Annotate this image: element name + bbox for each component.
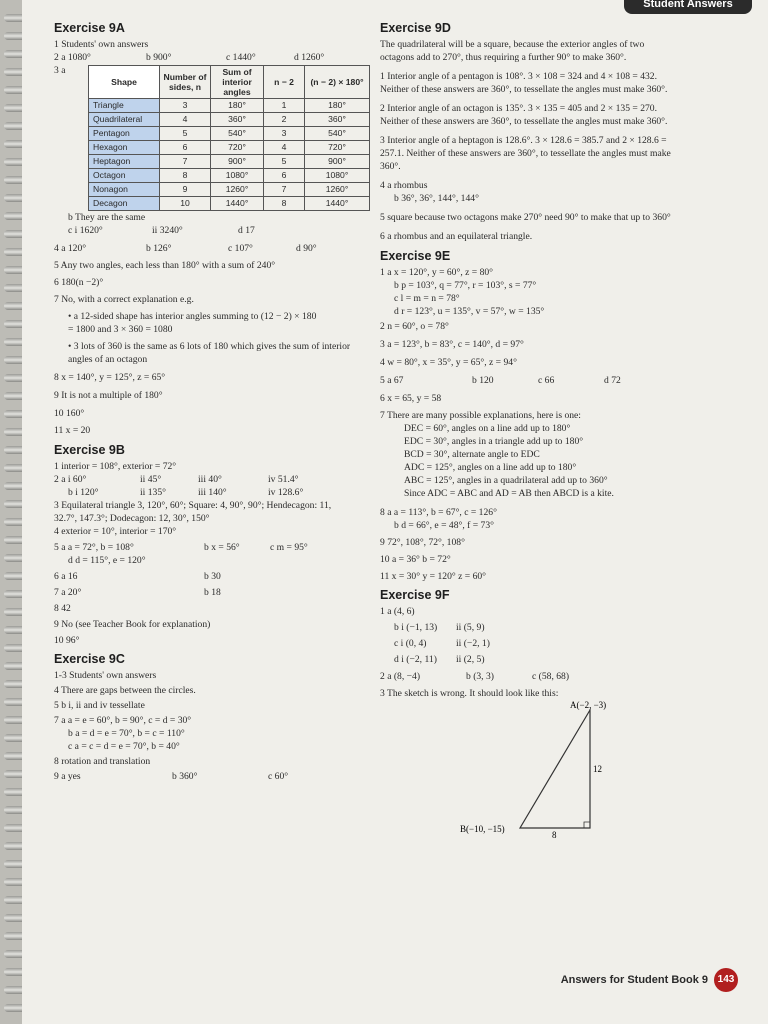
answer-part: 7 a 20° (54, 587, 82, 598)
column-header: n − 2 (264, 66, 305, 99)
answer-line: 3 The sketch is wrong. It should look like this: (380, 688, 559, 699)
table-row (89, 183, 370, 197)
answer-part: iii 140° (198, 487, 227, 498)
answer-line: 9 No (see Teacher Book for explanation) (54, 619, 211, 630)
answer-line: 5 b i, ii and iv tessellate (54, 700, 145, 711)
answer-part: c 107° (228, 243, 253, 254)
table-cell: Decagon (89, 197, 160, 211)
table-cell: 720° (305, 141, 370, 155)
answer-line: 3 Equilateral triangle 3, 120°, 60°; Square: 4, 90°, 90°; Hendecagon: 11, 32.7°, 147.3°; Dodecagon: 12, 30°, 150° (54, 500, 332, 524)
table-cell: 8 (264, 197, 305, 211)
answer-line: 9 72°, 108°, 72°, 108° (380, 537, 465, 548)
answer-part: d 72 (604, 375, 621, 386)
answer-line: • 3 lots of 360 is the same as 6 lots of 180 which gives the sum of interior angles of an octagon (68, 341, 351, 365)
answer-line: 1 interior = 108°, exterior = 72° (54, 461, 177, 472)
answer-line: d r = 123°, u = 135°, v = 57°, w = 135° (394, 306, 545, 317)
table-cell: 1080° (211, 169, 264, 183)
table-cell: 1440° (211, 197, 264, 211)
table-row (89, 127, 370, 141)
triangle-svg (460, 700, 660, 840)
answer-line: 1-3 Students' own answers (54, 670, 157, 681)
column-header: Number of sides, n (160, 66, 211, 99)
table-cell: Triangle (89, 99, 160, 113)
answer-part: b i 120° (68, 487, 99, 498)
answer-line: 4 There are gaps between the circles. (54, 685, 196, 696)
answer-line: The quadrilateral will be a square, because the exterior angles of two octagons add to 270°, thus requiring a further 90° to make 360°. (380, 39, 645, 63)
answer-line (380, 374, 720, 387)
triangle-sketch (460, 700, 660, 840)
table-cell: Pentagon (89, 127, 160, 141)
answer-part: b 30 (204, 571, 221, 582)
table-cell: 1260° (305, 183, 370, 197)
explanation-line: ADC = 125°, angles on a line add up to 180° (404, 462, 577, 473)
table-cell: Nonagon (89, 183, 160, 197)
right-column (380, 22, 720, 840)
answer-line: 8 a a = 113°, b = 67°, c = 126° (380, 507, 497, 518)
answer-line: 10 160° (54, 408, 85, 419)
point-b-label: B(−10, −15) (460, 824, 505, 834)
answer-line (54, 770, 384, 783)
answer-part: b 900° (146, 52, 172, 63)
base-length-label: 8 (552, 830, 557, 840)
column-header: Sum of interior angles (211, 66, 264, 99)
table-row (89, 155, 370, 169)
answer-part: 5 a a = 72°, b = 108° (54, 542, 134, 553)
table-cell: 10 (160, 197, 211, 211)
answer-part: d 90° (296, 243, 317, 254)
answer-line: 2 n = 60°, o = 78° (380, 321, 449, 332)
answer-line: 10 96° (54, 635, 80, 646)
answer-part: 4 a 120° (54, 243, 87, 254)
exercise-9a-title: Exercise 9A (54, 21, 125, 35)
answer-part: ii (−2, 1) (456, 638, 490, 649)
answer-line: 6 a rhombus and an equilateral triangle. (380, 231, 533, 242)
answer-part: b (3, 3) (466, 671, 494, 682)
explanation-line: Since ADC = ABC and AD = AB then ABCD is a kite. (404, 488, 614, 499)
table-cell: 5 (264, 155, 305, 169)
answer-part: d i (−2, 11) (394, 654, 437, 665)
table-cell: 180° (211, 99, 264, 113)
answer-line (54, 570, 384, 583)
answer-line: 1 a x = 120°, y = 60°, z = 80° (380, 267, 494, 278)
answer-part: 5 a 67 (380, 375, 404, 386)
table-cell: 1440° (305, 197, 370, 211)
table-cell: 720° (211, 141, 264, 155)
table-cell: 3 (160, 99, 211, 113)
answer-line: 6 180(n −2)° (54, 277, 104, 288)
answer-line: b They are the same (68, 212, 146, 223)
answer-line: 1 Interior angle of a pentagon is 108°. 3 × 108 = 324 and 4 × 108 = 432. Neither of these answers are 360°, to tessellate the angles must make 360°. (380, 71, 668, 95)
answer-line: 3 Interior angle of a heptagon is 128.6°. 3 × 128.6 = 385.7 and 2 × 128.6 = 257.1. Neither of these answers are 360°, to tessellate the angles must make 360°. (380, 135, 671, 172)
table-row (89, 197, 370, 211)
right-angle-mark (584, 822, 590, 828)
table-cell: 9 (160, 183, 211, 197)
answer-line: c a = c = d = e = 70°, b = 40° (68, 741, 180, 752)
answer-line (54, 224, 384, 237)
explanation-line: DEC = 60°, angles on a line add up to 180° (404, 423, 571, 434)
page-number: 143 (714, 968, 738, 992)
answer-part: c i 1620° (68, 225, 103, 236)
right-triangle (520, 710, 590, 828)
answer-part: iii 40° (198, 474, 222, 485)
answer-part: ii 135° (140, 487, 166, 498)
answer-part: ii (2, 5) (456, 654, 485, 665)
table-cell: 540° (305, 127, 370, 141)
table-cell: 6 (160, 141, 211, 155)
answer-line: 8 x = 140°, y = 125°, z = 65° (54, 372, 166, 383)
answer-line (380, 653, 720, 666)
answer-line (54, 242, 384, 255)
answer-part: c 60° (268, 771, 289, 782)
answer-line (54, 473, 384, 486)
answer-part: b 18 (204, 587, 221, 598)
table-cell: 7 (264, 183, 305, 197)
answer-part: 9 a yes (54, 771, 81, 782)
answer-part: c 1440° (226, 52, 256, 63)
answer-line (54, 586, 384, 599)
table-cell: 540° (211, 127, 264, 141)
exercise-9b-title: Exercise 9B (54, 443, 125, 457)
table-row (89, 141, 370, 155)
answer-part: c 66 (538, 375, 555, 386)
table-cell: 1 (264, 99, 305, 113)
answer-line: b a = d = e = 70°, b = c = 110° (68, 728, 185, 739)
answer-line: 2 Interior angle of an octagon is 135°. 3 × 135 = 405 and 2 × 135 = 270. Neither of these answers are 360°, to tessellate the angles must make 360°. (380, 103, 668, 127)
answer-line (380, 621, 720, 634)
table-cell: Heptagon (89, 155, 160, 169)
answer-part: 2 a 1080° (54, 52, 91, 63)
answer-line (54, 541, 384, 554)
answer-line (54, 486, 384, 499)
answer-line: 1 Students' own answers (54, 39, 149, 50)
explanation-line: BCD = 30°, alternate angle to EDC (404, 449, 540, 460)
answer-line: b p = 103°, q = 77°, r = 103°, s = 77° (394, 280, 537, 291)
answer-line: 11 x = 20 (54, 425, 91, 436)
exercise-9d-title: Exercise 9D (380, 21, 451, 35)
table-header-row (89, 66, 370, 99)
answer-line: 8 rotation and translation (54, 756, 151, 767)
answer-line: 7 No, with a correct explanation e.g. (54, 294, 194, 305)
answer-line: 4 w = 80°, x = 35°, y = 65°, z = 94° (380, 357, 517, 368)
table-row (89, 169, 370, 183)
answer-line: 8 42 (54, 603, 71, 614)
footer-text: Answers for Student Book 9 (560, 974, 708, 986)
answer-part: b 126° (146, 243, 172, 254)
table-cell: 180° (305, 99, 370, 113)
answer-part: ii 45° (140, 474, 162, 485)
polygon-angle-table (88, 65, 370, 211)
table-cell: 900° (305, 155, 370, 169)
answer-line: 3 a (54, 65, 66, 76)
answer-line: 5 Any two angles, each less than 180° with a sum of 240° (54, 260, 276, 271)
table-cell: Hexagon (89, 141, 160, 155)
table-cell: 6 (264, 169, 305, 183)
explanation-line: EDC = 30°, angles in a triangle add up to 180° (404, 436, 584, 447)
answer-part: iv 128.6° (268, 487, 304, 498)
table-cell: Octagon (89, 169, 160, 183)
table-cell: 3 (264, 127, 305, 141)
answer-line: 4 a rhombus (380, 180, 428, 191)
answer-line: c l = m = n = 78° (394, 293, 460, 304)
answer-line (54, 51, 384, 64)
table-cell: 360° (211, 113, 264, 127)
exercise-9f-title: Exercise 9F (380, 588, 450, 602)
table-cell: 2 (264, 113, 305, 127)
answer-line: 5 square because two octagons make 270° need 90° to make that up to 360° (380, 212, 671, 223)
answer-line: 7 There are many possible explanations, here is one: (380, 410, 581, 421)
answer-part: c i (0, 4) (394, 638, 427, 649)
table-cell: 4 (160, 113, 211, 127)
answer-line: 11 x = 30° y = 120° z = 60° (380, 571, 486, 582)
exercise-9c-title: Exercise 9C (54, 652, 125, 666)
answer-part: d 17 (238, 225, 255, 236)
answer-part: d 1260° (294, 52, 325, 63)
answer-line: • a 12-sided shape has interior angles summing to (12 − 2) × 180 = 1800 and 3 × 360 = 1080 (68, 311, 317, 335)
side-length-label: 12 (593, 764, 602, 774)
answer-line: b d = 66°, e = 48°, f = 73° (394, 520, 494, 531)
column-header: (n − 2) × 180° (305, 66, 370, 99)
answer-part: 2 a (8, −4) (380, 671, 421, 682)
table-cell: Quadrilateral (89, 113, 160, 127)
answer-line (380, 637, 720, 650)
answer-line (380, 670, 720, 683)
answer-line: 7 a a = e = 60°, b = 90°, c = d = 30° (54, 715, 192, 726)
table-cell: 7 (160, 155, 211, 169)
table-row (89, 113, 370, 127)
table-cell: 8 (160, 169, 211, 183)
header-tab: Student Answers (624, 0, 752, 14)
answer-line: 10 a = 36° b = 72° (380, 554, 451, 565)
answer-part: ii 3240° (152, 225, 183, 236)
answer-line: 9 It is not a multiple of 180° (54, 390, 163, 401)
answer-line: d d = 115°, e = 120° (68, 555, 146, 566)
answer-part: iv 51.4° (268, 474, 299, 485)
answer-part: 2 a i 60° (54, 474, 87, 485)
explanation-line: ABC = 125°, angles in a quadrilateral add up to 360° (404, 475, 608, 486)
answer-part: b 120 (472, 375, 494, 386)
answer-part: b 360° (172, 771, 198, 782)
answer-part: c m = 95° (270, 542, 308, 553)
answer-line: 1 a (4, 6) (380, 606, 415, 617)
answer-line: 4 exterior = 10°, interior = 170° (54, 526, 177, 537)
answer-line: 6 x = 65, y = 58 (380, 393, 442, 404)
table-cell: 360° (305, 113, 370, 127)
answer-part: 6 a 16 (54, 571, 78, 582)
table-cell: 4 (264, 141, 305, 155)
answer-part: ii (5, 9) (456, 622, 485, 633)
point-a-label: A(−2, −3) (570, 700, 607, 710)
answer-part: c (58, 68) (532, 671, 570, 682)
table-cell: 1080° (305, 169, 370, 183)
answer-line: 3 a = 123°, b = 83°, c = 140°, d = 97° (380, 339, 524, 350)
answer-page (22, 0, 768, 1024)
column-header: Shape (89, 66, 160, 99)
exercise-9e-title: Exercise 9E (380, 249, 451, 263)
left-column (54, 22, 384, 783)
table-cell: 5 (160, 127, 211, 141)
table-cell: 1260° (211, 183, 264, 197)
page-footer (561, 968, 738, 992)
answer-line: b 36°, 36°, 144°, 144° (394, 193, 479, 204)
table-cell: 900° (211, 155, 264, 169)
answer-part: b x = 56° (204, 542, 240, 553)
answer-part: b i (−1, 13) (394, 622, 438, 633)
table-row (89, 99, 370, 113)
